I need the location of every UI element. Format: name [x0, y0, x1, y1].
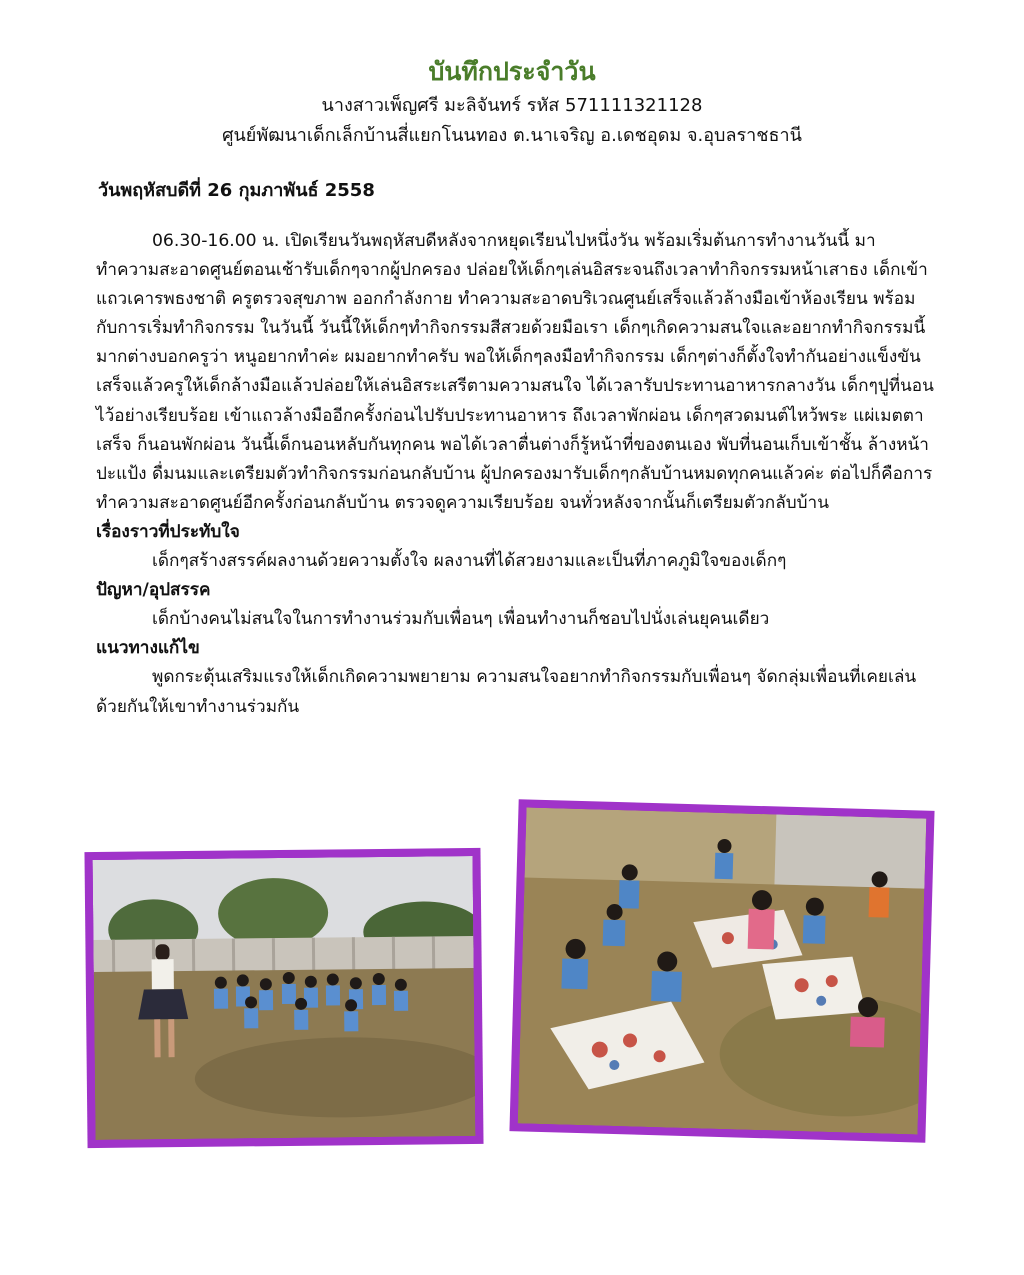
- photo-painting-activity: [509, 799, 934, 1142]
- impression-heading: เรื่องราวที่ประทับใจ: [96, 521, 240, 542]
- journal-body: [96, 227, 936, 722]
- entry-date: วันพฤหัสบดีที่ 26 กุมภาพันธ์ 2558: [98, 180, 375, 201]
- solution-heading: แนวทางแก้ไข: [96, 638, 200, 659]
- photo-outdoor-exercise: [84, 848, 483, 1148]
- location-line: ศูนย์พัฒนาเด็กเล็กบ้านสี่แยกโนนทอง ต.นาเจริญ อ.เดชอุดม จ.อุบลราชธานี: [222, 125, 802, 146]
- solution-text: พูดกระตุ้นเสริมแรงให้เด็กเกิดความพยายาม ความสนใจอยากทำกิจกรรมกับเพื่อนๆ จัดกลุ่มเพื่อนที่เคยเล่นด้วยกันให้เขาทำงานร่วมกัน: [96, 667, 917, 717]
- problem-text: เด็กบ้างคนไม่สนใจในการทำงานร่วมกับเพื่อนๆ เพื่อนทำงานก็ชอบไปนั่งเล่นยุคนเดียว: [152, 609, 770, 630]
- author-line: นางสาวเพ็ญศรี มะลิจันทร์ รหัส 571111321128: [321, 95, 703, 116]
- photo-painting-activity-image: [518, 807, 927, 1134]
- problem-heading: ปัญหา/อุปสรรค: [96, 580, 211, 601]
- page-title: บันทึกประจำวัน: [428, 57, 596, 86]
- impression-text: เด็กๆสร้างสรรค์ผลงานด้วยความตั้งใจ ผลงานที่ได้สวยงามและเป็นที่ภาคภูมิใจของเด็กๆ: [152, 551, 787, 572]
- daily-log-paragraph: 06.30-16.00 น. เปิดเรียนวันพฤหัสบดีหลังจากหยุดเรียนไปหนึ่งวัน พร้อมเริ่มต้นการทำงานวันนี้ มาทำความสะอาดศูนย์ตอนเช้ารับเด็กๆจากผู้ปกครอง ปล่อยให้เด็กๆเล่นอิสระจนถึงเวลาทำกิจกรรมหน้าเสาธง เด็กเข้าแถวเคารพธงชาติ ครูตรวจสุขภาพ ออกกำลังกาย ทำความสะอาดบริเวณศูนย์เสร็จแล้วล้างมือเข้าห้องเรียน พร้อมกับการเริ่มทำกิจกรรม ในวันนี้ วันนี้ให้เด็กๆทำกิจกรรมสีสวยด้วยมือเรา เด็กๆเกิดความสนใจและอยากทำกิจกรรมนี้มากต่างบอกครูว่า หนูอยากทำค่ะ ผมอยากทำครับ พอให้เด็กๆลงมือทำกิจกรรม เด็กๆต่างก็ตั้งใจทำกันอย่างแข็งขัน เสร็จแล้วครูให้เด็กล้างมือแล้วปล่อยให้เล่นอิสระเสรีตามความสนใจ ได้เวลารับประทานอาหารกลางวัน เด็กๆปูที่นอนไว้อย่างเรียบร้อย เข้าแถวล้างมืออีกครั้งก่อนไปรับประทานอาหาร ถึงเวลาพักผ่อน เด็กๆสวดมนต์ไหว้พระ แผ่เมตตาเสร็จ ก็นอนพักผ่อน วันนี้เด็กนอนหลับกันทุกคน พอได้เวลาตื่นต่างก็รู้หน้าที่ของตนเอง พับที่นอนเก็บเข้าชั้น ล้างหน้า ปะแป้ง ดื่มนมและเตรียมตัวทำกิจกรรมก่อนกลับบ้าน ผู้ปกครองมารับเด็กๆกลับบ้านหมดทุกคนแล้วค่ะ ต่อไปก็คือการทำความสะอาดศูนย์อีกครั้งก่อนกลับบ้าน ตรวจดูความเรียบร้อย จนทั่วหลังจากนั้นก็เตรียมตัวกลับบ้าน: [96, 231, 934, 513]
- photo-outdoor-exercise-image: [93, 856, 476, 1140]
